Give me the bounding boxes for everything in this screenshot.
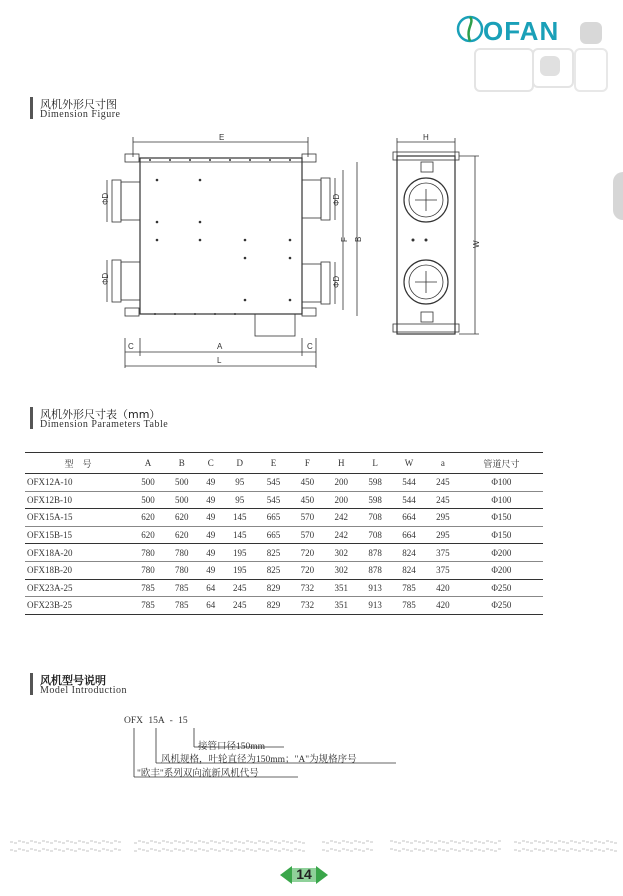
table-cell: 295 (426, 526, 460, 544)
table-row (25, 544, 543, 562)
table-cell: 785 (392, 597, 426, 615)
table-cell: Φ100 (460, 491, 543, 509)
table-cell: 620 (131, 526, 165, 544)
model-cell: OFX18A-20 (25, 544, 131, 562)
table-cell: 544 (392, 491, 426, 509)
table-cell: 49 (199, 491, 223, 509)
table-cell: 620 (131, 509, 165, 527)
footer-decoration (0, 836, 623, 860)
column-header: E (257, 453, 291, 474)
column-header: B (165, 453, 199, 474)
section-title-en: Dimension Figure (40, 109, 121, 120)
table-cell: 95 (223, 474, 257, 492)
table-cell: 295 (426, 509, 460, 527)
table-cell: 780 (131, 561, 165, 579)
table-cell: 785 (131, 597, 165, 615)
model-note-pipe-size: 接管口径150mm (198, 742, 266, 752)
page-number: 14 (296, 866, 312, 882)
table-row (25, 561, 543, 579)
dim-label-E: E (219, 133, 225, 142)
decorative-square (474, 48, 534, 92)
dim-label-B: B (354, 236, 363, 242)
table-cell: 708 (358, 509, 392, 527)
table-cell: 732 (290, 579, 324, 597)
table-cell: 620 (165, 509, 199, 527)
dim-label-C: C (128, 342, 134, 351)
section-title-zh: 风机型号说明 (40, 674, 106, 687)
table-cell: Φ250 (460, 597, 543, 615)
model-code-prefix: OFX (124, 716, 144, 726)
table-cell: 195 (223, 544, 257, 562)
column-header: 型 号 (25, 453, 131, 474)
fan-logo-icon (455, 14, 485, 44)
dim-label-W: W (472, 240, 481, 248)
table-cell: 720 (290, 561, 324, 579)
model-cell: OFX23A-25 (25, 579, 131, 597)
table-cell: 570 (290, 526, 324, 544)
table-cell: 665 (257, 509, 291, 527)
column-header: W (392, 453, 426, 474)
column-header: A (131, 453, 165, 474)
dim-label-H: H (423, 133, 429, 142)
model-code-suffix: 15 (178, 716, 188, 726)
table-cell: Φ200 (460, 544, 543, 562)
table-cell: 720 (290, 544, 324, 562)
dim-label-A: A (217, 342, 223, 351)
table-cell: 824 (392, 561, 426, 579)
table-cell: 242 (324, 526, 358, 544)
dim-label-D: ΦD (101, 192, 110, 205)
table-cell: 732 (290, 597, 324, 615)
table-cell: 245 (426, 474, 460, 492)
table-cell: 500 (165, 491, 199, 509)
table-cell: 245 (223, 597, 257, 615)
column-header: D (223, 453, 257, 474)
table-cell: 708 (358, 526, 392, 544)
decorative-square (580, 22, 602, 44)
model-cell: OFX23B-25 (25, 597, 131, 615)
column-header: L (358, 453, 392, 474)
section-title-zh: 风机外形尺寸表（mm） (40, 408, 161, 421)
table-cell: 375 (426, 544, 460, 562)
table-row (25, 597, 543, 615)
table-cell: 500 (165, 474, 199, 492)
table-cell: 302 (324, 561, 358, 579)
table-cell: 145 (223, 509, 257, 527)
table-cell: 49 (199, 561, 223, 579)
page-number-badge (280, 866, 328, 884)
table-cell: Φ100 (460, 474, 543, 492)
table-cell: 545 (257, 474, 291, 492)
table-cell: 145 (223, 526, 257, 544)
table-cell: 242 (324, 509, 358, 527)
table-cell: 878 (358, 544, 392, 562)
model-cell: OFX18B-20 (25, 561, 131, 579)
table-cell: 878 (358, 561, 392, 579)
table-row (25, 579, 543, 597)
table-row (25, 491, 543, 509)
dim-label-C: C (307, 342, 313, 351)
table-cell: 64 (199, 597, 223, 615)
side-view (393, 133, 481, 334)
table-cell: 450 (290, 474, 324, 492)
section-title-zh: 风机外形尺寸图 (40, 98, 117, 111)
table-cell: Φ150 (460, 526, 543, 544)
table-cell: 375 (426, 561, 460, 579)
column-header: F (290, 453, 324, 474)
brand-logo (455, 12, 585, 46)
table-cell: 664 (392, 509, 426, 527)
table-cell: 351 (324, 597, 358, 615)
edge-tab (613, 172, 623, 220)
model-note-series: "欧丰"系列双向流新风机代号 (137, 769, 259, 779)
table-cell: 913 (358, 597, 392, 615)
model-cell: OFX12A-10 (25, 474, 131, 492)
column-header: 管道尺寸 (460, 453, 543, 474)
table-cell: 195 (223, 561, 257, 579)
model-note-spec: 风机规格，叶轮直径为150mm；"A"为规格序号 (161, 755, 357, 765)
table-cell: 665 (257, 526, 291, 544)
table-row (25, 526, 543, 544)
column-header: H (324, 453, 358, 474)
table-cell: 780 (165, 561, 199, 579)
dim-label-L: L (217, 356, 222, 365)
table-cell: 785 (165, 597, 199, 615)
table-cell: 913 (358, 579, 392, 597)
table-cell: 450 (290, 491, 324, 509)
table-cell: Φ250 (460, 579, 543, 597)
model-cell: OFX15B-15 (25, 526, 131, 544)
table-cell: 302 (324, 544, 358, 562)
table-cell: 620 (165, 526, 199, 544)
table-cell: 825 (257, 544, 291, 562)
dim-label-D: ΦD (332, 275, 341, 288)
table-cell: 829 (257, 597, 291, 615)
table-cell: 49 (199, 509, 223, 527)
front-view (101, 133, 363, 368)
table-cell: 420 (426, 597, 460, 615)
table-cell: 825 (257, 561, 291, 579)
table-cell: 545 (257, 491, 291, 509)
column-header: C (199, 453, 223, 474)
model-cell: OFX15A-15 (25, 509, 131, 527)
section-title-en: Model Introduction (40, 685, 128, 696)
table-cell: 49 (199, 526, 223, 544)
model-cell: OFX12B-10 (25, 491, 131, 509)
dimension-parameters-table (25, 452, 543, 615)
table-cell: 245 (223, 579, 257, 597)
table-cell: 351 (324, 579, 358, 597)
column-header: a (426, 453, 460, 474)
table-cell: Φ150 (460, 509, 543, 527)
table-cell: 598 (358, 491, 392, 509)
table-cell: 200 (324, 474, 358, 492)
table-cell: 500 (131, 491, 165, 509)
decorative-square (574, 48, 608, 92)
table-cell: 64 (199, 579, 223, 597)
table-cell: 200 (324, 491, 358, 509)
table-cell: Φ200 (460, 561, 543, 579)
brand-name: OFAN (483, 16, 560, 46)
section-title-en: Dimension Parameters Table (40, 419, 169, 430)
dim-label-D: ΦD (101, 272, 110, 285)
table-cell: 49 (199, 544, 223, 562)
table-cell: 785 (165, 579, 199, 597)
table-cell: 780 (165, 544, 199, 562)
table-cell: 664 (392, 526, 426, 544)
table-cell: 49 (199, 474, 223, 492)
table-row (25, 474, 543, 492)
table-cell: 500 (131, 474, 165, 492)
table-cell: 420 (426, 579, 460, 597)
table-cell: 824 (392, 544, 426, 562)
dim-label-D: ΦD (332, 193, 341, 206)
dim-label-F: F (340, 237, 349, 242)
table-cell: 544 (392, 474, 426, 492)
dimension-drawing (95, 130, 515, 375)
table-row (25, 509, 543, 527)
model-code-spec: 15A (148, 716, 165, 726)
model-code-dash: - (169, 716, 173, 726)
table-cell: 785 (392, 579, 426, 597)
table-cell: 785 (131, 579, 165, 597)
table-cell: 829 (257, 579, 291, 597)
table-cell: 245 (426, 491, 460, 509)
decorative-square (540, 56, 560, 76)
table-cell: 95 (223, 491, 257, 509)
model-code (124, 716, 188, 726)
table-header-row (25, 453, 543, 474)
table-cell: 570 (290, 509, 324, 527)
table-cell: 598 (358, 474, 392, 492)
table-cell: 780 (131, 544, 165, 562)
